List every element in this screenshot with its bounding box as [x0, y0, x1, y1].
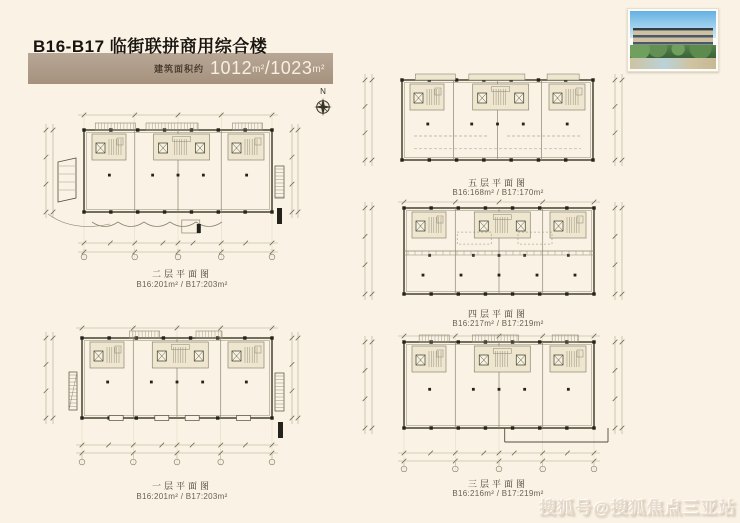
plan-4f-title: 四层平面图 — [467, 309, 528, 319]
plan-3f-title: 三层平面图 — [467, 479, 528, 489]
plan-1f-area: B16:201m² / B17:203m² — [136, 492, 228, 501]
floor-plan-5f — [348, 72, 648, 172]
building-photo-image — [630, 11, 716, 69]
area-prefix-label: 建筑面积约 — [154, 64, 205, 74]
area-band — [28, 53, 333, 84]
plan-2f-area: B16:201m² / B17:203m² — [136, 280, 228, 289]
photo-ground — [630, 58, 716, 69]
area-value: 1012m²/1023m² — [210, 58, 325, 78]
building-photo — [627, 8, 719, 72]
watermark: 搜狐号@搜狐焦点三亚站 — [539, 499, 737, 518]
floor-plan-3f — [348, 332, 648, 472]
page-title: B16-B17 临街联拼商用综合楼 — [33, 37, 268, 56]
floor-plan-4f-drawing — [348, 198, 648, 306]
plan-4f-area: B16:217m² / B17:219m² — [452, 319, 544, 328]
floor-plan-1f-drawing — [32, 322, 332, 472]
plan-2f-title: 二层平面图 — [151, 269, 212, 279]
floor-plan-3f-drawing — [348, 332, 648, 472]
floor-plan-2f-drawing — [32, 104, 332, 269]
plan-5f-title: 五层平面图 — [467, 178, 528, 188]
plan-5f-area: B16:168m² / B17:170m² — [452, 188, 544, 197]
plan-3f-area: B16:216m² / B17:219m² — [452, 489, 544, 498]
floor-plan-2f — [32, 104, 332, 269]
photo-trees — [630, 45, 716, 60]
floor-plan-5f-drawing — [348, 72, 648, 172]
floor-plan-4f — [348, 198, 648, 306]
floor-plan-1f — [32, 322, 332, 472]
plan-1f-title: 一层平面图 — [151, 481, 212, 491]
north-label: N — [320, 87, 326, 96]
